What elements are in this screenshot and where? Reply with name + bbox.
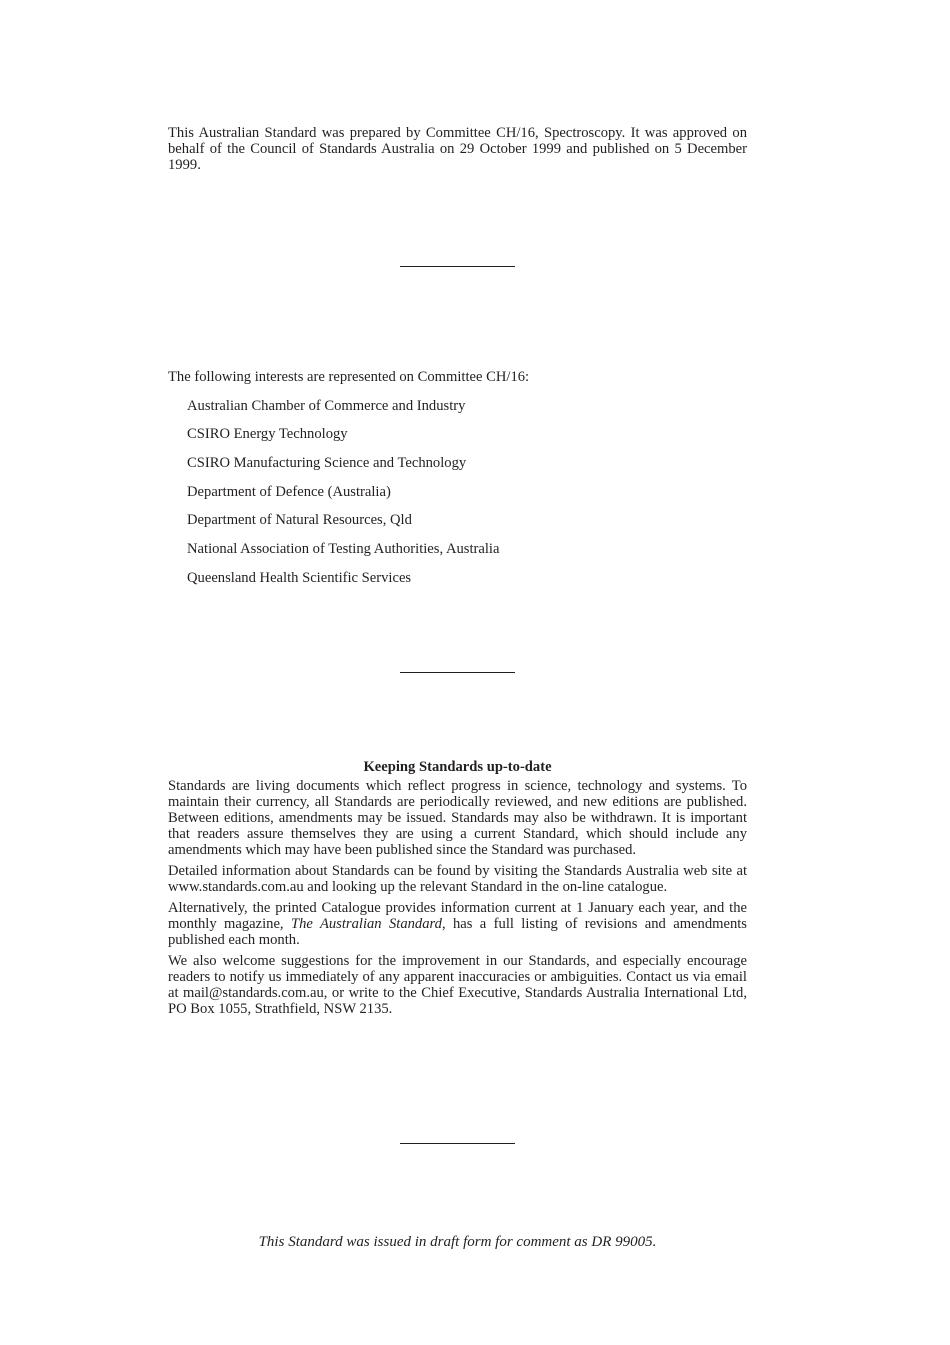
section-divider xyxy=(400,266,515,267)
keeping-paragraph: Standards are living documents which reflect progress in science, technology and systems. To maintain their currency, all Standards are periodically reviewed, and new editions are published. Between editions, amendments may be issued. Standards may also be withdrawn. It is important that readers assure themselves they are using a current Standard, which should include any amendments which may have been published since the Standard was purchased. xyxy=(168,778,747,858)
keeping-paragraph xyxy=(168,900,747,948)
keeping-paragraph-text: , has a full listing of revisions and amendments published each month. xyxy=(168,916,747,948)
committee-heading: The following interests are represented on Committee CH/16: xyxy=(168,369,530,385)
committee-section xyxy=(168,367,747,588)
committee-member: National Association of Testing Authorities, Australia xyxy=(187,541,500,558)
committee-member: CSIRO Manufacturing Science and Technology xyxy=(187,455,467,472)
committee-member: Queensland Health Scientific Services xyxy=(187,569,412,586)
committee-member: Australian Chamber of Commerce and Industry xyxy=(187,397,466,414)
committee-member-list xyxy=(168,396,747,588)
keeping-paragraph: Detailed information about Standards can be found by visiting the Standards Australia web site at www.standards.com.au and looking up the relevant Standard in the on-line catalogue. xyxy=(168,863,747,895)
prepared-by-text: This Australian Standard was prepared by Committee CH/16, Spectroscopy. It was approved on behalf of the Council of Standards Australia on 29 October 1999 and published on 5 December 1999. xyxy=(168,125,747,173)
keeping-paragraph-text: Alternatively, the printed Catalogue provides information current at 1 January each year, and the monthly magazine, xyxy=(168,900,747,932)
keeping-standards-section xyxy=(168,758,747,1022)
section-divider xyxy=(400,672,515,673)
committee-member: CSIRO Energy Technology xyxy=(187,426,348,443)
keeping-standards-title: Keeping Standards up-to-date xyxy=(363,759,552,775)
section-divider xyxy=(400,1143,515,1144)
committee-member: Department of Defence (Australia) xyxy=(187,483,391,500)
prepared-by-statement xyxy=(168,125,747,173)
keeping-paragraph: We also welcome suggestions for the improvement in our Standards, and especially encourage readers to notify us immediately of any apparent inaccuracies or ambiguities. Contact us via email at mail@standards.com.au, or write to the Chief Executive, Standards Australia International Ltd, PO Box 1055, Strathfield, NSW 2135. xyxy=(168,953,747,1017)
magazine-title: The Australian Standard xyxy=(290,916,442,932)
committee-member: Department of Natural Resources, Qld xyxy=(187,512,412,529)
draft-note: This Standard was issued in draft form for comment as DR 99005. xyxy=(258,1234,657,1250)
